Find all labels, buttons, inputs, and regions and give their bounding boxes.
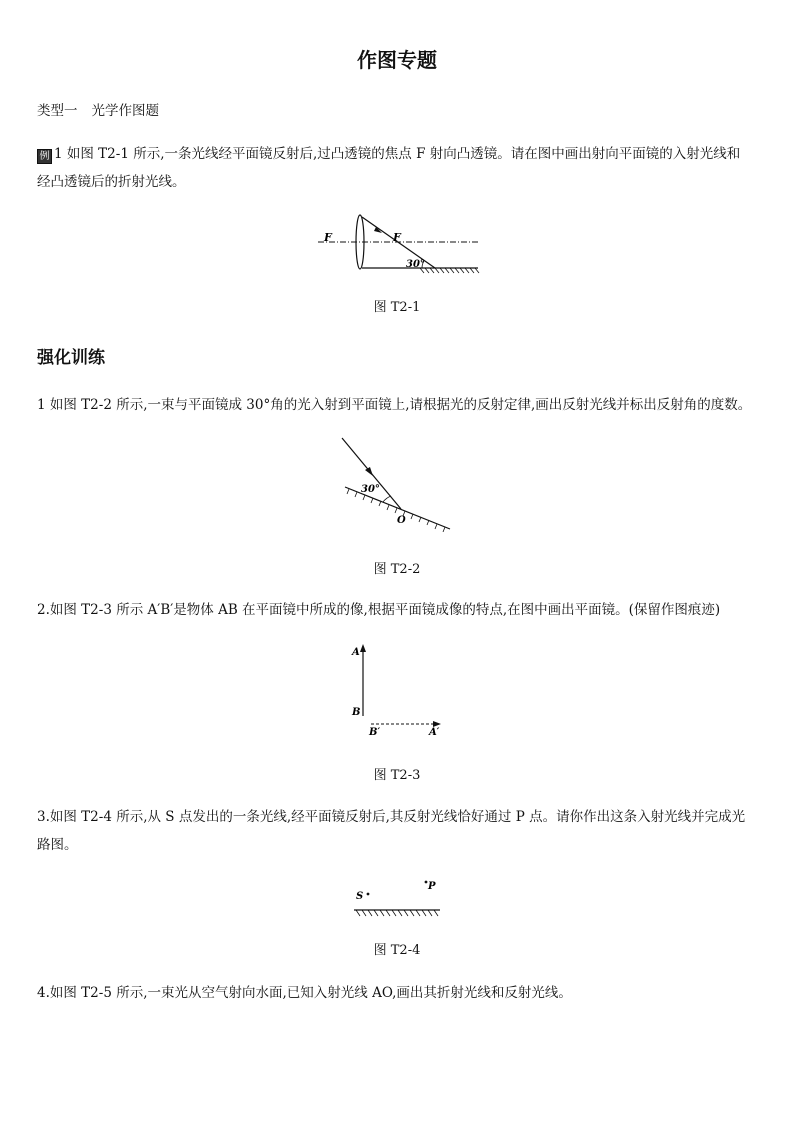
figure-t2-3-caption: 图 T2-3 <box>373 768 421 783</box>
question-2-text: 2.如图 T2-3 所示 A′B′是物体 AB 在平面镜中所成的像,根据平面镜成像的特点,在图中画出平面镜。(保留作图痕迹) <box>37 602 721 618</box>
label-s: S <box>356 891 364 902</box>
label-b-prime: B′ <box>369 727 381 738</box>
figure-t2-1 <box>310 210 490 276</box>
figure-t2-3 <box>345 640 455 740</box>
focus-label-right: F <box>393 231 401 244</box>
example-number: 1 <box>54 146 63 162</box>
figure-t2-2 <box>335 432 460 532</box>
figure-t2-1-caption: 图 T2-1 <box>373 300 421 315</box>
point-o-label: O <box>397 515 406 526</box>
question-1-text: 1 如图 T2-2 所示,一束与平面镜成 30°角的光入射到平面镜上,请根据光的反射定律,画出反射光线并标出反射角的度数。 <box>37 397 752 413</box>
label-a-prime: A′ <box>429 727 440 738</box>
label-p: P <box>428 881 436 892</box>
example-badge-icon: 例 <box>37 149 52 164</box>
example-line-1: 如图 T2-1 所示,一条光线经平面镜反射后,过凸透镜的焦点 F 射向凸透镜。请在图中画出射向平面镜的入射光线和 <box>66 146 741 162</box>
arrow-head-icon <box>360 644 366 652</box>
section-name: 光学作图题 <box>91 103 159 119</box>
angle-label: 30° <box>361 484 380 495</box>
mirror-hatching <box>356 910 438 916</box>
training-heading: 强化训练 <box>37 348 105 368</box>
angle-label: 30° <box>406 259 425 270</box>
angle-arc <box>383 496 391 502</box>
figure-t2-2-caption: 图 T2-2 <box>373 562 421 577</box>
section-label: 类型一 <box>37 103 78 119</box>
section-heading <box>37 99 173 119</box>
question-3-text <box>37 803 759 859</box>
question-4-text: 4.如图 T2-5 所示,一束光从空气射向水面,已知入射光线 AO,画出其折射光线和反射光线。 <box>37 985 572 1001</box>
label-b: B <box>352 707 361 718</box>
mirror-hatching <box>347 489 445 532</box>
question-3-line-2: 路图。 <box>37 837 78 853</box>
example-line-2: 经凸透镜后的折射光线。 <box>37 174 186 190</box>
figure-t2-4 <box>350 874 450 922</box>
label-a: A <box>352 647 360 658</box>
figure-t2-4-caption: 图 T2-4 <box>373 943 421 958</box>
example-1-text <box>37 140 759 196</box>
question-3-line-1: 3.如图 T2-4 所示,从 S 点发出的一条光线,经平面镜反射后,其反射光线恰好通过 P 点。请你作出这条入射光线并完成光 <box>37 809 746 825</box>
focus-label-left: F <box>324 231 332 244</box>
mirror-hatching <box>420 268 479 273</box>
page-title: 作图专题 <box>357 48 437 72</box>
point-p <box>425 881 428 884</box>
point-s <box>367 893 370 896</box>
ray-arrow-icon <box>365 467 373 476</box>
